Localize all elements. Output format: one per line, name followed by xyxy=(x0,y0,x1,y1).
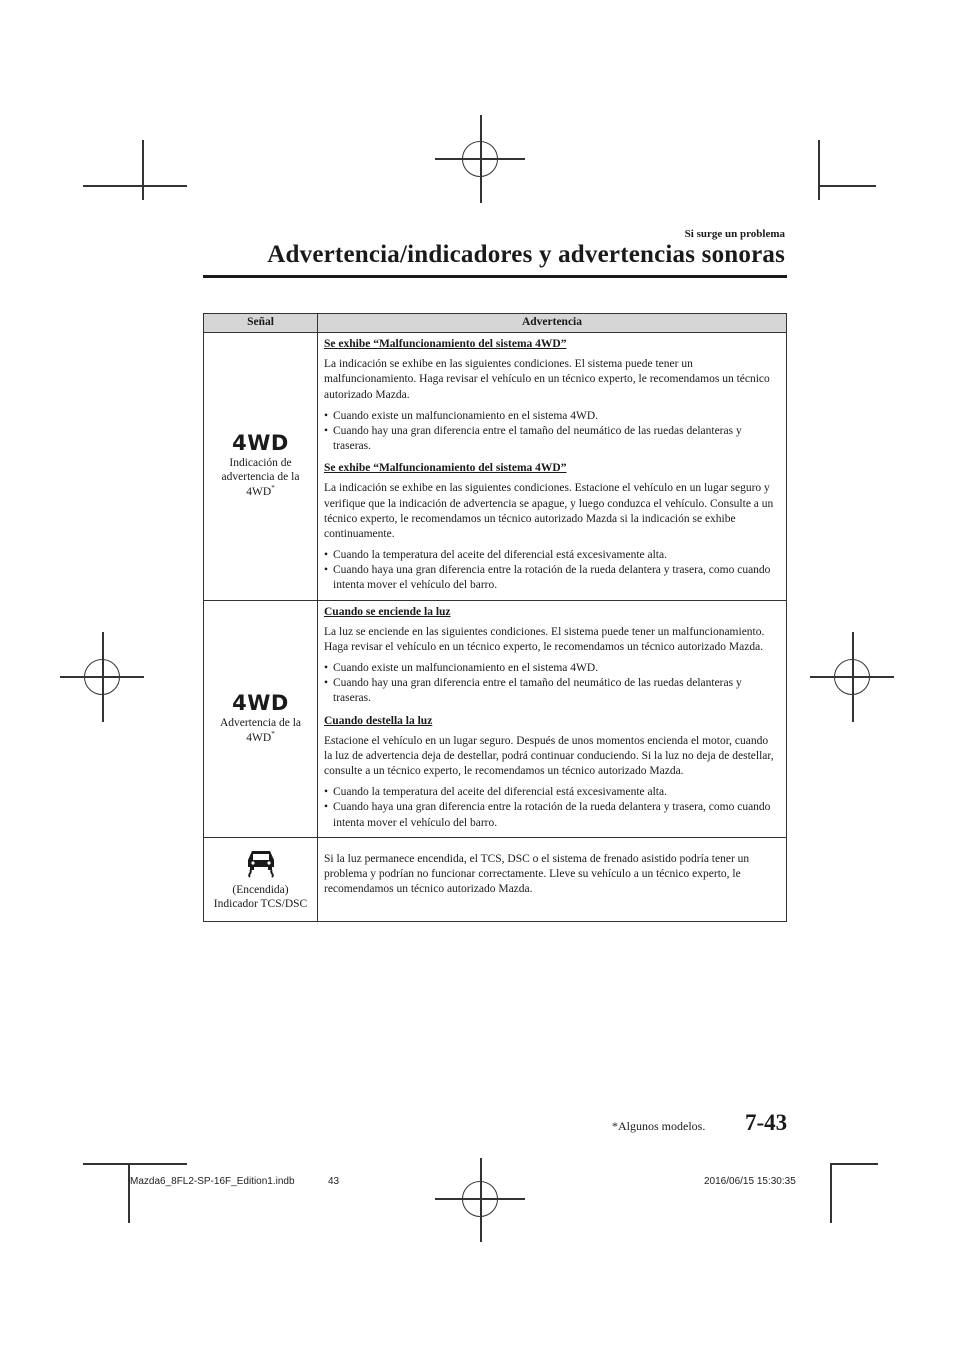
sheet-number: 43 xyxy=(328,1176,340,1187)
asterisk-mark: * xyxy=(271,729,275,738)
section-header: Si surge un problema xyxy=(684,228,785,240)
list-item: • Cuando la temperatura del aceite del diferencial está excesivamente alta. xyxy=(324,548,779,563)
warning-cell xyxy=(318,837,787,921)
4wd-indication-icon: 4WD xyxy=(232,431,289,456)
page-title: Advertencia/indicadores y advertencias sonoras xyxy=(267,241,785,268)
tcs-dsc-skid-car-icon xyxy=(244,848,278,878)
signal-label: (Encendida) Indicador TCS/DSC xyxy=(213,883,308,910)
warning-heading: Se exhibe “Malfuncionamiento del sistema 4WD” xyxy=(324,338,567,350)
table-header-row xyxy=(204,314,787,333)
print-timestamp: 2016/06/15 15:30:35 xyxy=(704,1176,796,1187)
list-item: • Cuando haya una gran diferencia entre la rotación de la rueda delantera y trasera, como cuando intenta mover el vehículo del barro. xyxy=(324,563,779,593)
signal-cell xyxy=(204,600,318,837)
signal-cell xyxy=(204,333,318,601)
warning-heading: Cuando destella la luz xyxy=(324,714,433,727)
warning-paragraph: La indicación se exhibe en las siguientes condiciones. El sistema puede tener un malfuncionamiento. Haga revisar el vehículo en un técnico experto, le recomendamos un técnico autorizado Mazda. xyxy=(324,358,770,401)
bullet-list xyxy=(324,661,779,707)
table-row xyxy=(204,837,787,921)
page-number: 7-43 xyxy=(745,1110,788,1135)
list-item: • Cuando hay una gran diferencia entre el tamaño del neumático de las ruedas delanteras y traseras. xyxy=(324,676,779,706)
warning-heading: Cuando se enciende la luz xyxy=(324,605,451,618)
list-item: • Cuando hay una gran diferencia entre el tamaño del neumático de las ruedas delanteras y traseras. xyxy=(324,424,779,454)
warning-paragraph: Estacione el vehículo en un lugar seguro. Después de unos momentos encienda el motor, cuando la luz de advertencia deja de destellar, podrá continuar conduciendo. Si la luz no deja de destellar, consulte a un técnico experto, le recomendamos un técnico autorizado Mazda. xyxy=(324,734,774,778)
signal-label: Indicación de advertencia de la 4WD* xyxy=(221,457,300,499)
signal-label: Advertencia de la 4WD* xyxy=(219,716,302,744)
signal-cell xyxy=(204,837,318,921)
bullet-list xyxy=(324,785,779,831)
4wd-warning-icon: 4WD xyxy=(232,690,289,715)
asterisk-mark: * xyxy=(271,484,275,493)
list-item: • Cuando haya una gran diferencia entre la rotación de la rueda delantera y trasera, como cuando intenta mover el vehículo del barro. xyxy=(324,800,779,830)
warning-heading: Se exhibe “Malfuncionamiento del sistema 4WD” xyxy=(324,462,567,475)
file-name: Mazda6_8FL2-SP-16F_Edition1.indb xyxy=(130,1176,295,1187)
warning-paragraph: La indicación se exhibe en las siguientes condiciones. Estacione el vehículo en un lugar seguro y verifique que la indicación de advertencia se apague, y luego conduzca el vehículo. Consulte a un técnico experto, le recomendamos un técnico autorizado Mazda si la indicación se exhibe continuamente. xyxy=(324,482,774,540)
footnote: *Algunos modelos. xyxy=(612,1119,706,1133)
warning-paragraph: Si la luz permanece encendida, el TCS, DSC o el sistema de frenado asistido podría tener un problema y podrían no funcionar correctamente. Lleve su vehículo a un técnico experto, le recomendamos un técnico autorizado Mazda. xyxy=(324,852,750,895)
bullet-list xyxy=(324,548,779,594)
warning-cell xyxy=(318,600,787,837)
list-item: • Cuando existe un malfuncionamiento en el sistema 4WD. xyxy=(324,661,779,676)
column-header-warning: Advertencia xyxy=(318,314,787,333)
warning-table xyxy=(203,313,787,922)
list-item: • Cuando existe un malfuncionamiento en el sistema 4WD. xyxy=(324,409,779,424)
warning-cell xyxy=(318,333,787,601)
table-row xyxy=(204,333,787,601)
warning-paragraph: La luz se enciende en las siguientes condiciones. El sistema puede tener un malfuncionamiento. Haga revisar el vehículo en un técnico experto, le recomendamos un técnico autorizado Mazda. xyxy=(324,625,765,653)
title-rule xyxy=(203,275,787,278)
table-row xyxy=(204,600,787,837)
bullet-list xyxy=(324,409,779,455)
column-header-signal: Señal xyxy=(204,314,318,333)
list-item: • Cuando la temperatura del aceite del diferencial está excesivamente alta. xyxy=(324,785,779,800)
